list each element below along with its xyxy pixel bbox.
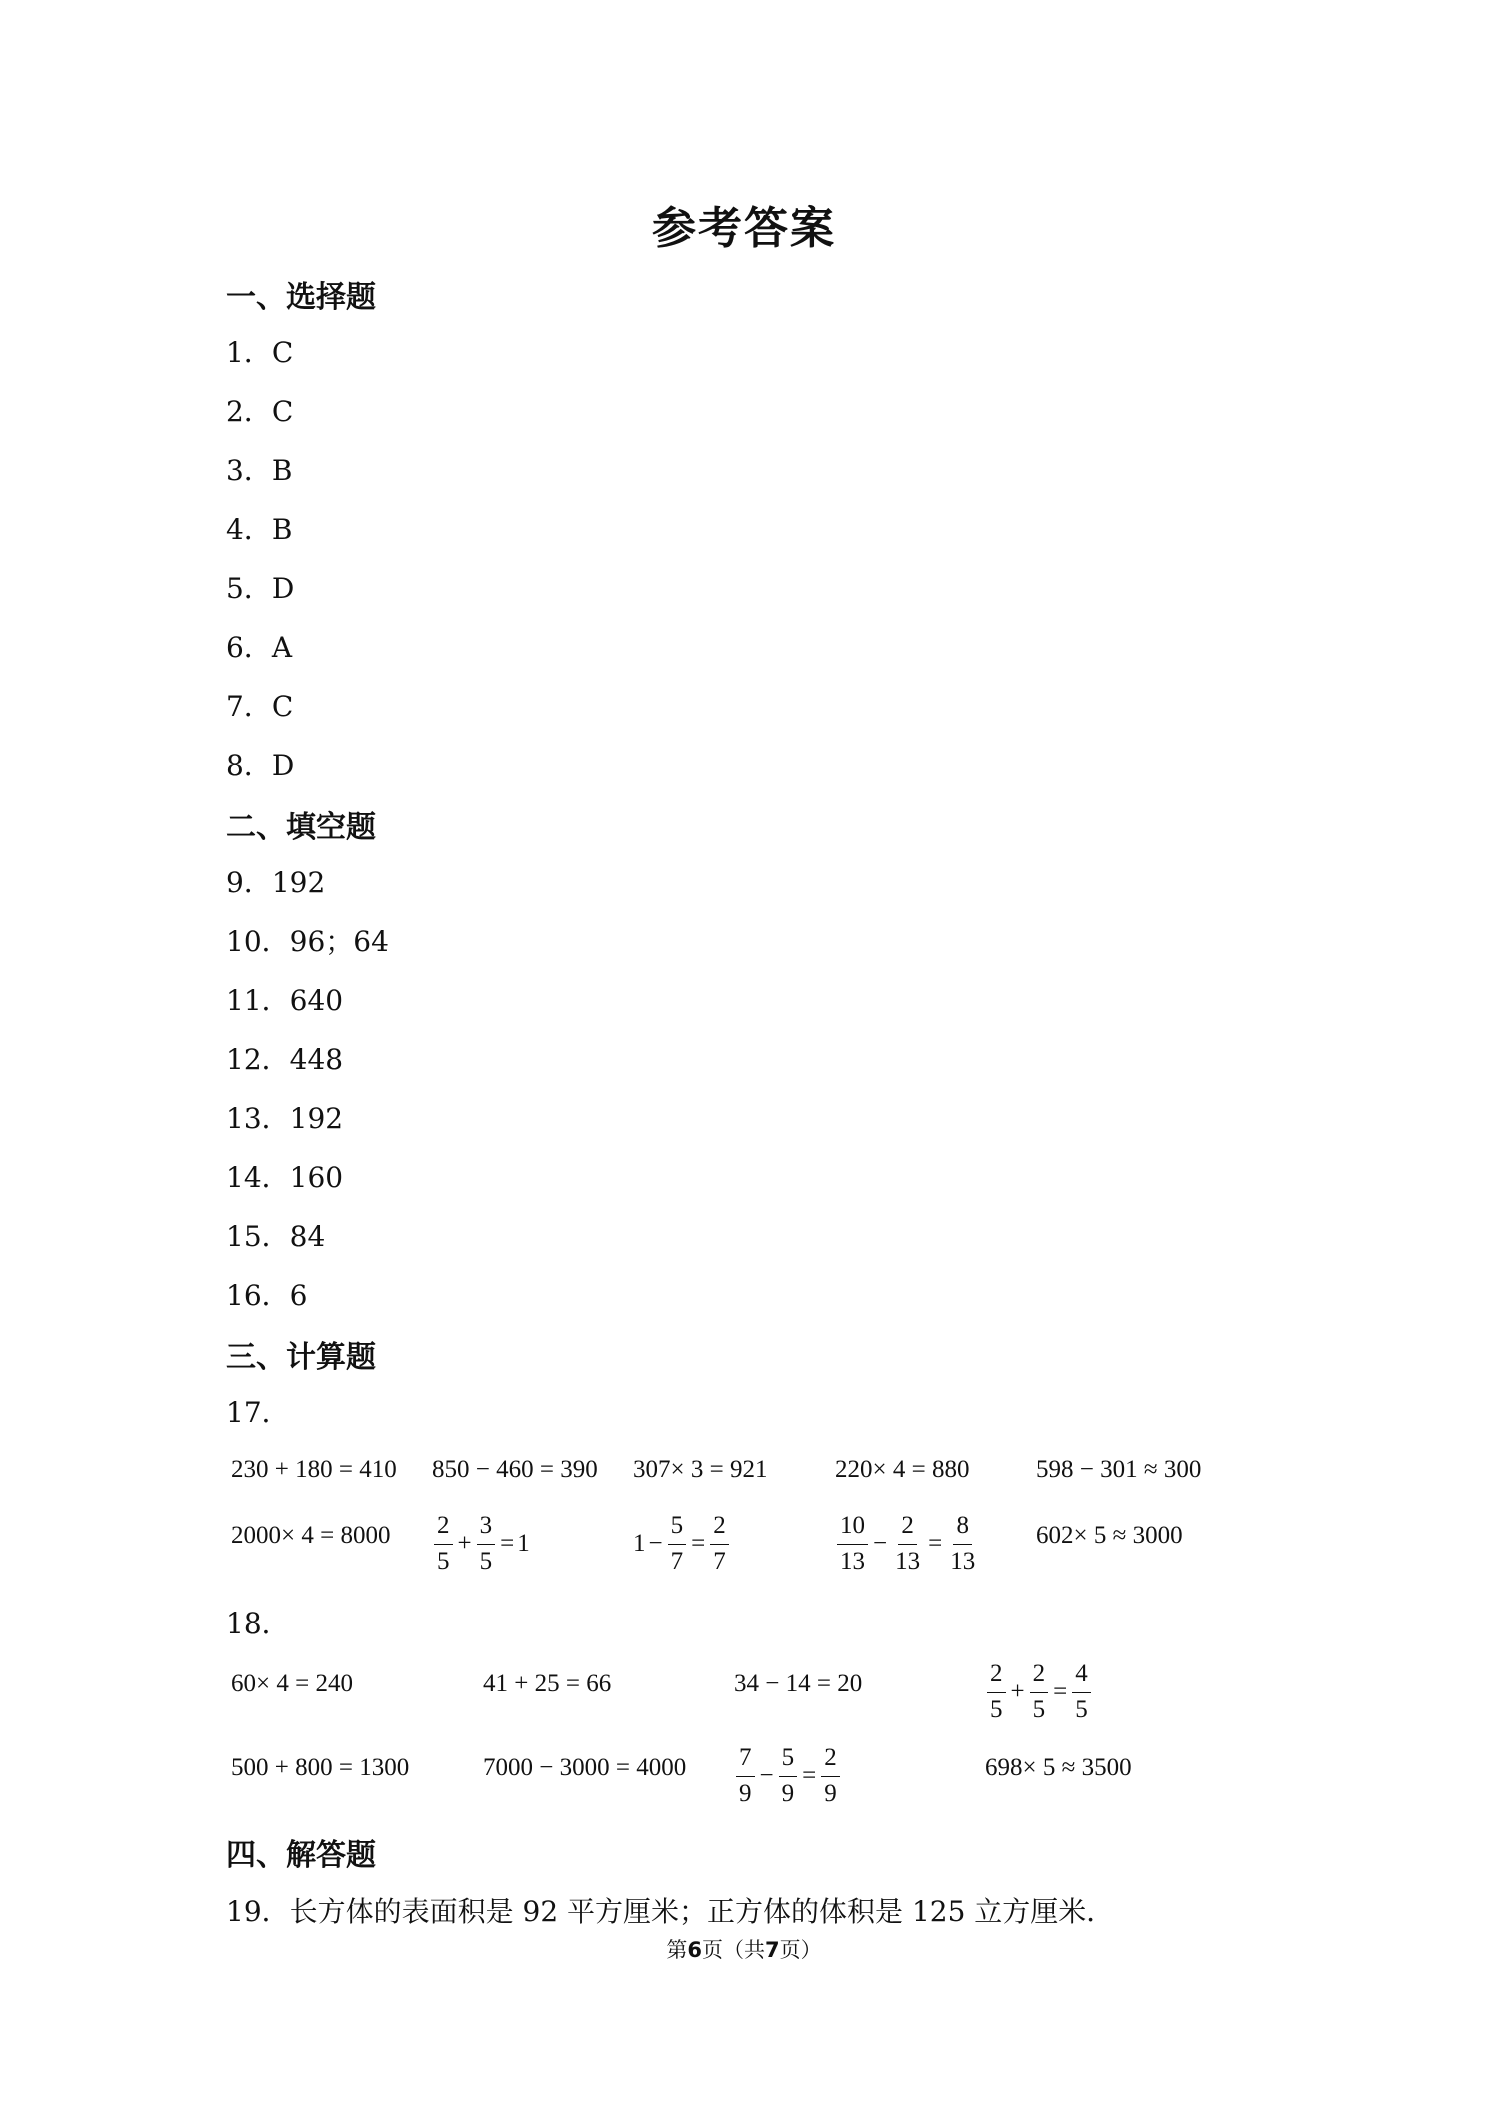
q17-eq-6: 2000× 4 = 8000 — [231, 1522, 391, 1549]
answer-7: 7．C — [226, 690, 294, 723]
q17-eq-5: 598 − 301 ≈ 300 — [1036, 1456, 1202, 1483]
q17-eq-10: 602× 5 ≈ 3000 — [1036, 1522, 1183, 1549]
fraction: $\frac{5}{9}$ — [779, 1744, 798, 1809]
answer-6: 6．A — [226, 631, 293, 664]
fraction: $\frac{2}{5}$ — [987, 1660, 1006, 1725]
section-heading-calc: 三、计算题 — [226, 1340, 376, 1375]
q17-frac-eq-1: $\frac{2}{5}$ + $\frac{3}{5}$ = 1 — [432, 1512, 530, 1577]
answer-12: 12．448 — [226, 1043, 344, 1076]
answer-10: 10．96；64 — [226, 925, 389, 958]
answer-19: 19．长方体的表面积是 92 平方厘米；正方体的体积是 125 立方厘米． — [226, 1895, 1115, 1928]
q18-eq-2: 41 + 25 = 66 — [483, 1670, 612, 1697]
answer-16: 16．6 — [226, 1279, 308, 1312]
section-heading-fill: 二、填空题 — [226, 810, 376, 845]
fraction: $\frac{8}{13}$ — [950, 1512, 976, 1575]
fraction: $\frac{10}{13}$ — [837, 1512, 868, 1577]
q17-eq-4: 220× 4 = 880 — [835, 1456, 970, 1483]
q18-eq-5: 500 + 800 = 1300 — [231, 1754, 410, 1781]
q18-eq-6: 7000 − 3000 = 4000 — [483, 1754, 687, 1781]
answer-9: 9．192 — [226, 866, 326, 899]
q18-eq-1: 60× 4 = 240 — [231, 1670, 353, 1697]
q17-frac-eq-2: 1 − $\frac{5}{7}$ = $\frac{2}{7}$ — [633, 1512, 731, 1577]
answer-2: 2．C — [226, 395, 294, 428]
answer-13: 13．192 — [226, 1102, 344, 1135]
answer-3: 3．B — [226, 454, 293, 487]
fraction: $\frac{2}{5}$ — [434, 1512, 453, 1577]
fraction: $\frac{2}{13}$ — [895, 1512, 921, 1575]
answer-17-label: 17． — [226, 1396, 290, 1429]
fraction: $\frac{7}{9}$ — [736, 1744, 755, 1809]
answer-1: 1．C — [226, 336, 294, 369]
fraction: $\frac{3}{5}$ — [477, 1512, 496, 1577]
answer-11: 11．640 — [226, 984, 344, 1017]
q17-eq-3: 307× 3 = 921 — [633, 1456, 768, 1483]
fraction: $\frac{2}{5}$ — [1030, 1660, 1049, 1725]
answer-14: 14．160 — [226, 1161, 344, 1194]
fraction: $\frac{5}{7}$ — [668, 1512, 687, 1577]
answer-18-label: 18． — [226, 1607, 290, 1640]
page-title: 参考答案 — [652, 203, 836, 254]
q18-eq-3: 34 − 14 = 20 — [734, 1670, 863, 1697]
fraction: $\frac{2}{7}$ — [710, 1512, 729, 1577]
answer-4: 4．B — [226, 513, 293, 546]
fraction: $\frac{4}{5}$ — [1072, 1660, 1091, 1725]
q17-eq-1: 230 + 180 = 410 — [231, 1456, 397, 1483]
answer-15: 15．84 — [226, 1220, 326, 1253]
page-total: 7 — [765, 1938, 780, 1962]
q17-eq-2: 850 − 460 = 390 — [432, 1456, 598, 1483]
page-number: 6 — [687, 1938, 702, 1962]
q17-frac-eq-3: $\frac{10}{13}$ − $\frac{2}{13}$ = $\frac{8}{13}$ — [835, 1512, 980, 1577]
page-footer: 第6页（共7页） — [666, 1938, 822, 1962]
answer-8: 8．D — [226, 749, 295, 782]
q18-frac-eq-1: $\frac{2}{5}$ + $\frac{2}{5}$ = $\frac{4}{5}$ — [985, 1660, 1093, 1725]
q18-eq-8: 698× 5 ≈ 3500 — [985, 1754, 1132, 1781]
q18-frac-eq-2: $\frac{7}{9}$ − $\frac{5}{9}$ = $\frac{2}{9}$ — [734, 1744, 842, 1809]
section-heading-solve: 四、解答题 — [226, 1838, 376, 1873]
fraction: $\frac{2}{9}$ — [821, 1744, 840, 1809]
section-heading-choice: 一、选择题 — [226, 280, 376, 315]
answer-5: 5．D — [226, 572, 295, 605]
